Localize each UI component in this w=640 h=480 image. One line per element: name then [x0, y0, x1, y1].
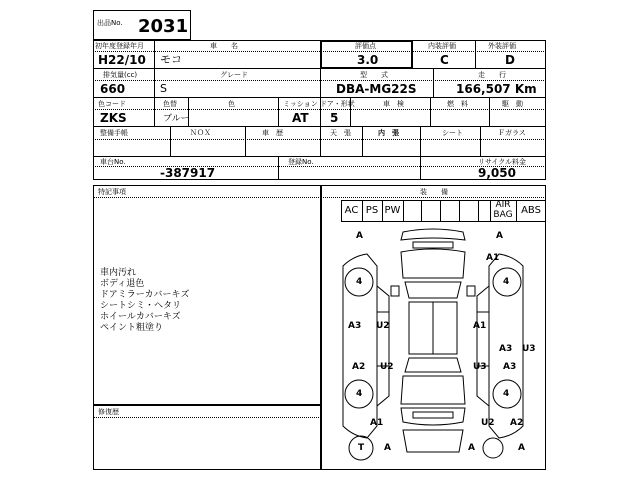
equip-airbag: AIR BAG	[493, 200, 513, 220]
mark-u2: U2	[481, 418, 495, 428]
mark-u2: U2	[380, 362, 394, 372]
lot-number-box	[93, 10, 191, 40]
model-name-value: モコ	[160, 53, 182, 66]
mileage-value: 166,507 Km	[456, 82, 537, 96]
equip-abs: ABS	[521, 205, 541, 216]
transmission-value: AT	[292, 111, 309, 125]
repair-box	[93, 405, 321, 470]
equipment-label: 装 備	[420, 188, 448, 196]
note-line: 車内汚れ	[100, 268, 137, 278]
displacement-label: 排気量(cc)	[103, 71, 138, 79]
doors-value: 5	[330, 111, 339, 125]
seat-label: シート	[442, 129, 463, 137]
model-code-label: 型 式	[360, 71, 388, 79]
recycle-label: リサイクル料金	[478, 158, 527, 166]
chassis-value: -387917	[160, 166, 216, 180]
nox-label: ＮＯＸ	[190, 129, 211, 137]
note-line: ホイールカバーキズ	[100, 312, 181, 322]
mark-tire: 4	[503, 277, 510, 287]
score-label: 評価点	[355, 42, 376, 50]
lot-number-value: 2031	[138, 16, 189, 37]
mark-a: A	[496, 231, 503, 241]
mark-a1: A1	[473, 321, 487, 331]
first-reg-value: H22/10	[98, 53, 146, 67]
note-line: ボディ退色	[100, 279, 145, 289]
mark-a: A	[468, 443, 475, 453]
mark-a3: A3	[503, 362, 517, 372]
lot-number-label: 出品No.	[97, 19, 123, 27]
grade-value: S	[160, 82, 167, 95]
color-change-label: 色替	[163, 100, 177, 108]
mark-a2: A2	[352, 362, 366, 372]
mark-a: A	[384, 443, 391, 453]
model-code-value: DBA-MG22S	[336, 82, 417, 96]
first-reg-label: 初年度登録年月	[95, 42, 144, 50]
mark-a1: A1	[370, 418, 384, 428]
history-label: 車 歴	[262, 129, 283, 137]
fuel-label: 燃 料	[447, 100, 468, 108]
notes-list	[100, 268, 189, 334]
note-line: ドアミラーカバーキズ	[100, 290, 190, 300]
mark-a2: A2	[510, 418, 524, 428]
chassis-label: 車台No.	[100, 158, 126, 166]
interior-value: C	[440, 53, 449, 67]
model-name-label: 車 名	[210, 42, 238, 50]
mark-a1: A1	[486, 253, 500, 263]
mark-a3: A3	[348, 321, 362, 331]
mark-a3: A3	[499, 344, 513, 354]
registration-label: 登録No.	[288, 158, 314, 166]
exterior-label: 外装評価	[488, 42, 516, 50]
note-line: シートシミ・ヘタリ	[100, 301, 182, 311]
mark-tire: 4	[356, 389, 363, 399]
exterior-value: D	[505, 53, 515, 67]
color-code-value: ZKS	[100, 111, 127, 125]
color-label: 色	[228, 100, 235, 108]
equip-ac: AC	[344, 205, 359, 216]
sunroof-label: 天 張	[330, 129, 351, 137]
score-value: 3.0	[357, 53, 379, 67]
interior-label: 内装評価	[428, 42, 456, 50]
score-highlight	[320, 40, 413, 69]
mark-t: T	[358, 443, 365, 453]
mark-a: A	[356, 231, 363, 241]
recycle-value: 9,050	[478, 166, 516, 180]
mark-a: A	[518, 443, 525, 453]
doors-label: ドア・形状	[320, 100, 355, 108]
grade-label: グレード	[220, 71, 248, 79]
mark-u3: U3	[473, 362, 487, 372]
displacement-value: 660	[100, 82, 126, 96]
equip-ps: PS	[365, 205, 379, 216]
notes-label: 特記事項	[98, 188, 126, 196]
manual-label: 整備手帳	[100, 129, 128, 137]
note-line: ペイント粗塗り	[100, 323, 164, 333]
interior-fabric-label: 内 張	[378, 129, 399, 137]
glass-label: Ｆガラス	[498, 129, 526, 137]
mark-tire: 4	[356, 277, 363, 287]
mark-tire: 4	[503, 389, 510, 399]
repair-label: 修復歴	[98, 408, 119, 416]
mark-u3: U3	[522, 344, 536, 354]
inspection-label: 車 検	[383, 100, 404, 108]
transmission-label: ミッション	[283, 100, 318, 108]
drive-label: 駆 動	[502, 100, 523, 108]
mileage-label: 走 行	[478, 71, 506, 79]
color-value: ブルー	[163, 114, 190, 124]
mark-u2: U2	[376, 321, 390, 331]
equip-pw: PW	[384, 205, 401, 216]
color-code-label: 色コード	[98, 100, 126, 108]
